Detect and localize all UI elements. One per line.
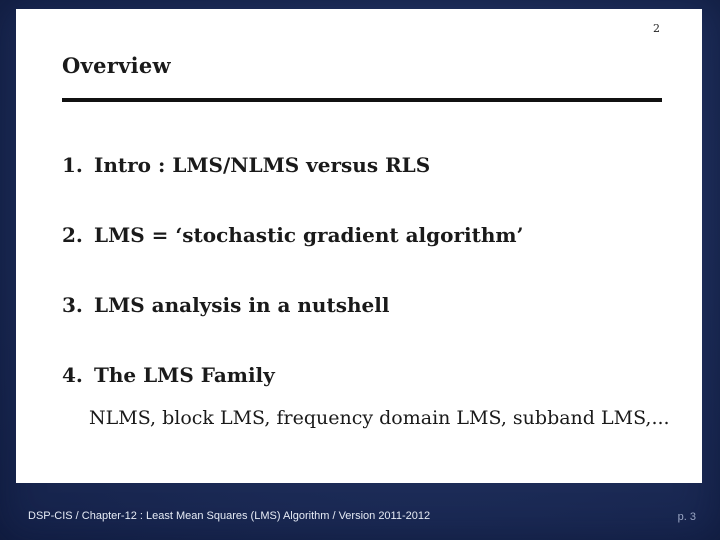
footer-page-number: p. 3 [677,511,696,523]
footer-text: DSP-CIS / Chapter-12 : Least Mean Squares (LMS) Algorithm / Version 2011-2012 [28,510,431,522]
item-text: Intro : LMS/NLMS versus RLS [94,153,431,177]
list-item [62,223,524,247]
item-text: LMS = ‘stochastic gradient algorithm’ [94,223,524,247]
item-text: LMS analysis in a nutshell [94,293,390,317]
title-divider [62,98,662,102]
item-number: 1. [62,153,83,177]
item-number: 4. [62,363,83,387]
slide-page-number: 2 [653,22,660,35]
list-item [62,293,389,317]
list-item [62,363,275,387]
item-number: 2. [62,223,83,247]
sub-item-text: NLMS, block LMS, frequency domain LMS, subband LMS,... [89,407,670,429]
page-title: Overview [62,53,171,78]
item-text: The LMS Family [94,363,275,387]
slide-page [16,9,702,483]
list-item [62,153,430,177]
item-number: 3. [62,293,83,317]
